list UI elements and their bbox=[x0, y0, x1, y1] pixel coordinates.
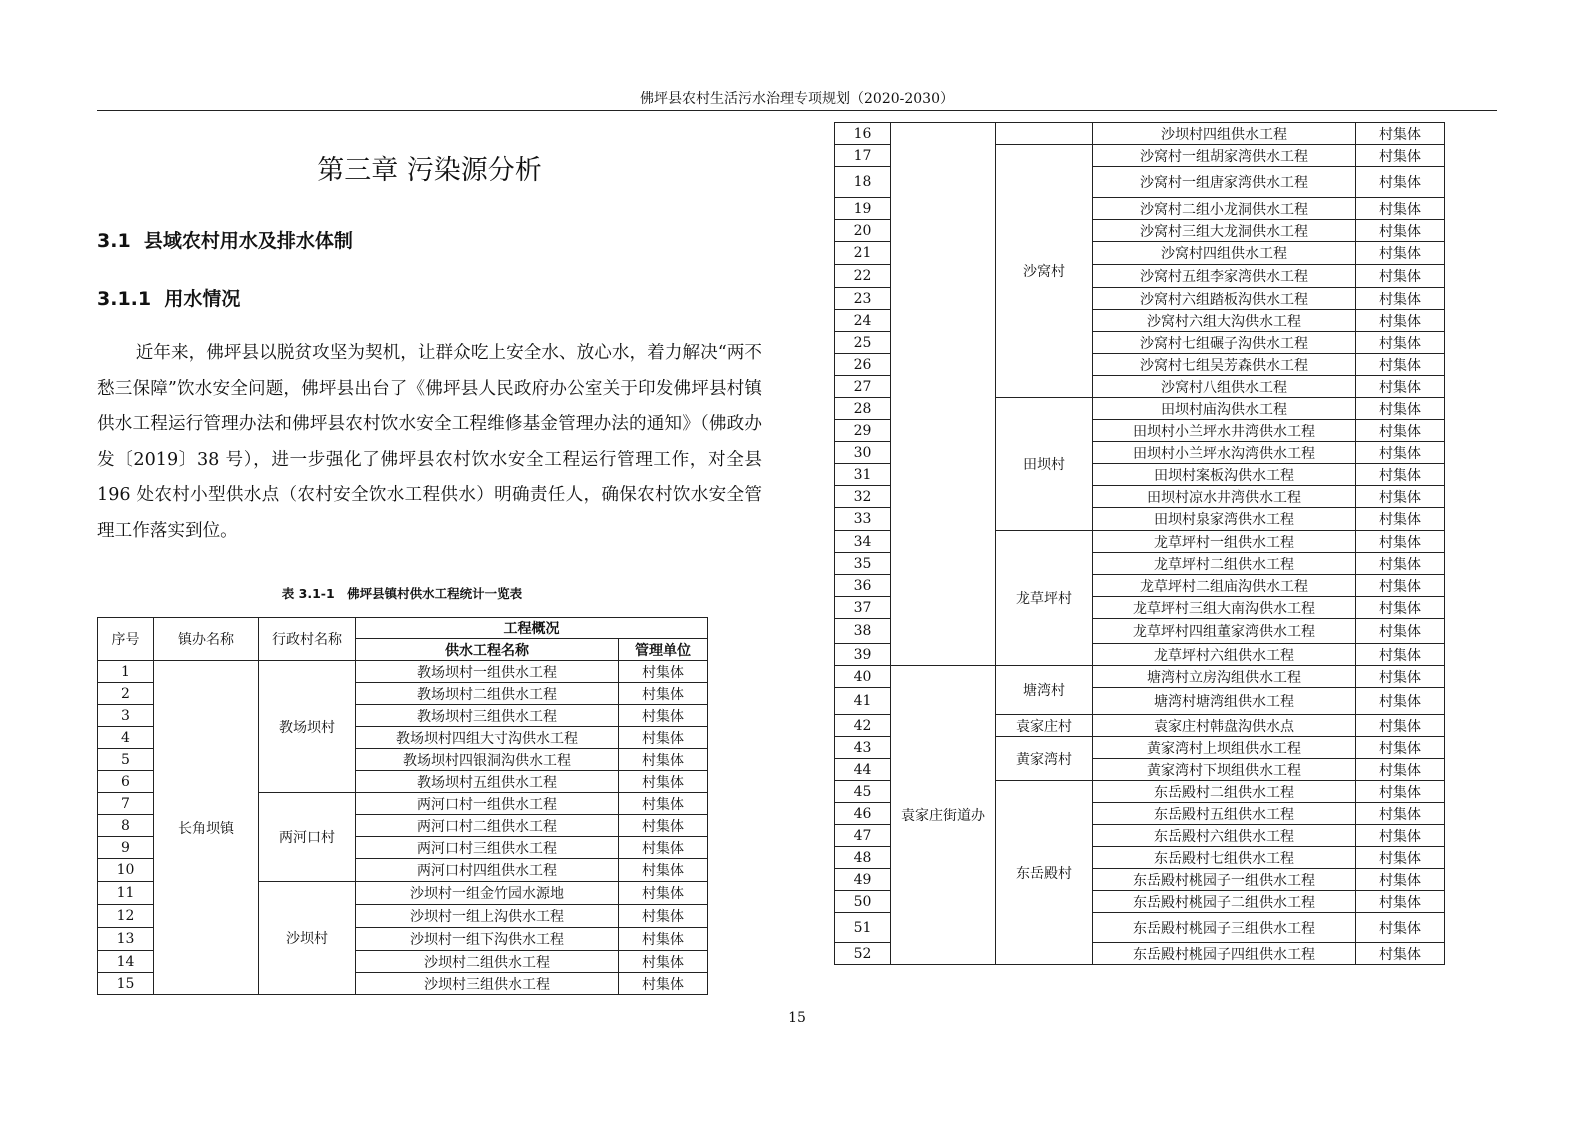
page-number: 15 bbox=[788, 1010, 806, 1026]
row-number: 25 bbox=[835, 332, 891, 354]
row-number: 2 bbox=[98, 683, 154, 705]
project-name: 龙草坪村三组大南沟供水工程 bbox=[1093, 597, 1356, 619]
row-number: 48 bbox=[835, 847, 891, 869]
manager-unit: 村集体 bbox=[619, 727, 708, 749]
project-name: 东岳殿村七组供水工程 bbox=[1093, 847, 1356, 869]
row-number: 20 bbox=[835, 220, 891, 242]
manager-unit: 村集体 bbox=[1356, 644, 1445, 666]
section-heading bbox=[97, 226, 353, 253]
row-number: 51 bbox=[835, 913, 891, 943]
manager-unit: 村集体 bbox=[1356, 464, 1445, 486]
village-cell: 龙草坪村 bbox=[996, 531, 1093, 666]
subsection-title: 用水情况 bbox=[164, 288, 241, 310]
water-supply-table-part-1 bbox=[97, 617, 708, 995]
manager-unit: 村集体 bbox=[1356, 310, 1445, 332]
row-number: 26 bbox=[835, 354, 891, 376]
village-cell: 教场坝村 bbox=[259, 661, 356, 793]
manager-unit: 村集体 bbox=[1356, 825, 1445, 847]
manager-unit: 村集体 bbox=[1356, 145, 1445, 167]
project-name: 教场坝村四组大寸沟供水工程 bbox=[356, 727, 619, 749]
row-number: 19 bbox=[835, 198, 891, 220]
project-name: 沙窝村六组大沟供水工程 bbox=[1093, 310, 1356, 332]
manager-unit: 村集体 bbox=[1356, 575, 1445, 597]
section-number: 3.1 bbox=[97, 230, 131, 252]
manager-unit: 村集体 bbox=[1356, 332, 1445, 354]
row-number: 23 bbox=[835, 288, 891, 310]
table-row bbox=[835, 123, 1445, 145]
manager-unit: 村集体 bbox=[1356, 123, 1445, 145]
manager-unit: 村集体 bbox=[1356, 198, 1445, 220]
row-number: 41 bbox=[835, 688, 891, 715]
header-town: 镇办名称 bbox=[154, 618, 259, 661]
row-number: 4 bbox=[98, 727, 154, 749]
project-name: 沙坝村一组上沟供水工程 bbox=[356, 905, 619, 928]
row-number: 45 bbox=[835, 781, 891, 803]
project-name: 教场坝村二组供水工程 bbox=[356, 683, 619, 705]
row-number: 16 bbox=[835, 123, 891, 145]
row-number: 39 bbox=[835, 644, 891, 666]
row-number: 43 bbox=[835, 737, 891, 759]
manager-unit: 村集体 bbox=[619, 905, 708, 928]
header-rule bbox=[97, 110, 1497, 111]
manager-unit: 村集体 bbox=[1356, 913, 1445, 943]
manager-unit: 村集体 bbox=[1356, 508, 1445, 531]
header-village: 行政村名称 bbox=[259, 618, 356, 661]
project-name: 两河口村一组供水工程 bbox=[356, 793, 619, 815]
project-name: 沙坝村二组供水工程 bbox=[356, 951, 619, 973]
manager-unit: 村集体 bbox=[1356, 597, 1445, 619]
row-number: 21 bbox=[835, 242, 891, 265]
row-number: 3 bbox=[98, 705, 154, 727]
manager-unit: 村集体 bbox=[1356, 442, 1445, 464]
row-number: 7 bbox=[98, 793, 154, 815]
row-number: 17 bbox=[835, 145, 891, 167]
manager-unit: 村集体 bbox=[1356, 869, 1445, 891]
project-name: 沙坝村一组下沟供水工程 bbox=[356, 928, 619, 951]
manager-unit: 村集体 bbox=[619, 683, 708, 705]
village-cell: 东岳殿村 bbox=[996, 781, 1093, 965]
row-number: 10 bbox=[98, 859, 154, 882]
manager-unit: 村集体 bbox=[619, 973, 708, 995]
row-number: 38 bbox=[835, 619, 891, 644]
project-name: 沙坝村四组供水工程 bbox=[1093, 123, 1356, 145]
project-name: 田坝村庙沟供水工程 bbox=[1093, 398, 1356, 420]
project-name: 龙草坪村六组供水工程 bbox=[1093, 644, 1356, 666]
manager-unit: 村集体 bbox=[1356, 759, 1445, 781]
row-number: 9 bbox=[98, 837, 154, 859]
project-name: 沙窝村四组供水工程 bbox=[1093, 242, 1356, 265]
manager-unit: 村集体 bbox=[1356, 220, 1445, 242]
town-cell-continued bbox=[891, 123, 996, 666]
village-cell: 两河口村 bbox=[259, 793, 356, 882]
project-name: 沙窝村三组大龙洞供水工程 bbox=[1093, 220, 1356, 242]
manager-unit: 村集体 bbox=[1356, 737, 1445, 759]
row-number: 33 bbox=[835, 508, 891, 531]
project-name: 沙坝村三组供水工程 bbox=[356, 973, 619, 995]
project-name: 沙窝村七组碾子沟供水工程 bbox=[1093, 332, 1356, 354]
project-name: 两河口村四组供水工程 bbox=[356, 859, 619, 882]
header-seq: 序号 bbox=[98, 618, 154, 661]
row-number: 8 bbox=[98, 815, 154, 837]
manager-unit: 村集体 bbox=[1356, 803, 1445, 825]
chapter-title: 第三章 污染源分析 bbox=[317, 155, 542, 186]
row-number: 52 bbox=[835, 943, 891, 965]
row-number: 37 bbox=[835, 597, 891, 619]
row-number: 32 bbox=[835, 486, 891, 508]
manager-unit: 村集体 bbox=[1356, 666, 1445, 688]
project-name: 教场坝村四银洞沟供水工程 bbox=[356, 749, 619, 771]
row-number: 31 bbox=[835, 464, 891, 486]
project-name: 教场坝村一组供水工程 bbox=[356, 661, 619, 683]
row-number: 13 bbox=[98, 928, 154, 951]
row-number: 30 bbox=[835, 442, 891, 464]
manager-unit: 村集体 bbox=[619, 705, 708, 727]
project-name: 教场坝村五组供水工程 bbox=[356, 771, 619, 793]
row-number: 11 bbox=[98, 882, 154, 905]
manager-unit: 村集体 bbox=[1356, 715, 1445, 737]
project-name: 袁家庄村韩盘沟供水点 bbox=[1093, 715, 1356, 737]
section-title: 县域农村用水及排水体制 bbox=[143, 230, 353, 252]
manager-unit: 村集体 bbox=[1356, 531, 1445, 553]
water-supply-table-part-2 bbox=[834, 122, 1445, 965]
project-name: 两河口村二组供水工程 bbox=[356, 815, 619, 837]
header-manager: 管理单位 bbox=[619, 639, 708, 661]
row-number: 46 bbox=[835, 803, 891, 825]
project-name: 沙窝村八组供水工程 bbox=[1093, 376, 1356, 398]
row-number: 49 bbox=[835, 869, 891, 891]
row-number: 34 bbox=[835, 531, 891, 553]
manager-unit: 村集体 bbox=[619, 859, 708, 882]
row-number: 1 bbox=[98, 661, 154, 683]
row-number: 5 bbox=[98, 749, 154, 771]
project-name: 两河口村三组供水工程 bbox=[356, 837, 619, 859]
project-name: 东岳殿村桃园子二组供水工程 bbox=[1093, 891, 1356, 913]
row-number: 50 bbox=[835, 891, 891, 913]
project-name: 龙草坪村二组庙沟供水工程 bbox=[1093, 575, 1356, 597]
row-number: 18 bbox=[835, 167, 891, 198]
table-header-row bbox=[98, 618, 708, 639]
row-number: 14 bbox=[98, 951, 154, 973]
manager-unit: 村集体 bbox=[619, 749, 708, 771]
village-cell: 田坝村 bbox=[996, 398, 1093, 531]
manager-unit: 村集体 bbox=[1356, 376, 1445, 398]
project-name: 田坝村小兰坪水井湾供水工程 bbox=[1093, 420, 1356, 442]
manager-unit: 村集体 bbox=[1356, 619, 1445, 644]
manager-unit: 村集体 bbox=[619, 793, 708, 815]
manager-unit: 村集体 bbox=[619, 771, 708, 793]
manager-unit: 村集体 bbox=[1356, 553, 1445, 575]
manager-unit: 村集体 bbox=[1356, 167, 1445, 198]
village-cell: 黄家湾村 bbox=[996, 737, 1093, 781]
project-name: 田坝村泉家湾供水工程 bbox=[1093, 508, 1356, 531]
project-name: 龙草坪村四组董家湾供水工程 bbox=[1093, 619, 1356, 644]
project-name: 沙窝村五组李家湾供水工程 bbox=[1093, 265, 1356, 288]
manager-unit: 村集体 bbox=[1356, 847, 1445, 869]
manager-unit: 村集体 bbox=[619, 815, 708, 837]
manager-unit: 村集体 bbox=[1356, 398, 1445, 420]
project-name: 沙窝村七组吴芳森供水工程 bbox=[1093, 354, 1356, 376]
project-name: 东岳殿村桃园子一组供水工程 bbox=[1093, 869, 1356, 891]
village-cell: 沙坝村 bbox=[259, 882, 356, 995]
project-name: 龙草坪村一组供水工程 bbox=[1093, 531, 1356, 553]
manager-unit: 村集体 bbox=[619, 882, 708, 905]
manager-unit: 村集体 bbox=[1356, 242, 1445, 265]
village-cell-continued bbox=[996, 123, 1093, 145]
running-header: 佛坪县农村生活污水治理专项规划（2020-2030） bbox=[640, 91, 954, 107]
project-name: 沙窝村一组唐家湾供水工程 bbox=[1093, 167, 1356, 198]
project-name: 沙窝村二组小龙洞供水工程 bbox=[1093, 198, 1356, 220]
village-cell: 塘湾村 bbox=[996, 666, 1093, 715]
subsection-heading bbox=[97, 284, 240, 311]
row-number: 15 bbox=[98, 973, 154, 995]
row-number: 28 bbox=[835, 398, 891, 420]
manager-unit: 村集体 bbox=[1356, 486, 1445, 508]
manager-unit: 村集体 bbox=[1356, 420, 1445, 442]
manager-unit: 村集体 bbox=[619, 928, 708, 951]
project-name: 塘湾村塘湾组供水工程 bbox=[1093, 688, 1356, 715]
header-project: 供水工程名称 bbox=[356, 639, 619, 661]
manager-unit: 村集体 bbox=[619, 951, 708, 973]
body-paragraph: 近年来，佛坪县以脱贫攻坚为契机，让群众吃上安全水、放心水，着力解决“两不愁三保障”饮水安全问题，佛坪县出台了《佛坪县人民政府办公室关于印发佛坪县村镇供水工程运行管理办法和佛坪县农村饮水安全工程维修基金管理办法的通知》（佛政办发〔2019〕38 号），进一步强化了佛坪县农村饮水安全工程运行管理工作，对全县 196 处农村小型供水点（农村安全饮水工程供水）明确责任人，确保农村饮水安全管理工作落实到位。 bbox=[97, 343, 762, 541]
row-number: 42 bbox=[835, 715, 891, 737]
town-cell: 长角坝镇 bbox=[154, 661, 259, 995]
project-name: 田坝村凉水井湾供水工程 bbox=[1093, 486, 1356, 508]
project-name: 沙窝村一组胡家湾供水工程 bbox=[1093, 145, 1356, 167]
table-row bbox=[98, 661, 708, 683]
row-number: 29 bbox=[835, 420, 891, 442]
project-name: 黄家湾村下坝组供水工程 bbox=[1093, 759, 1356, 781]
project-name: 沙坝村一组金竹园水源地 bbox=[356, 882, 619, 905]
row-number: 6 bbox=[98, 771, 154, 793]
project-name: 田坝村小兰坪水沟湾供水工程 bbox=[1093, 442, 1356, 464]
manager-unit: 村集体 bbox=[1356, 288, 1445, 310]
row-number: 44 bbox=[835, 759, 891, 781]
row-number: 12 bbox=[98, 905, 154, 928]
manager-unit: 村集体 bbox=[1356, 688, 1445, 715]
row-number: 22 bbox=[835, 265, 891, 288]
subsection-number: 3.1.1 bbox=[97, 288, 152, 310]
project-name: 塘湾村立房沟组供水工程 bbox=[1093, 666, 1356, 688]
row-number: 24 bbox=[835, 310, 891, 332]
manager-unit: 村集体 bbox=[619, 837, 708, 859]
project-name: 东岳殿村二组供水工程 bbox=[1093, 781, 1356, 803]
project-name: 黄家湾村上坝组供水工程 bbox=[1093, 737, 1356, 759]
project-name: 沙窝村六组踏板沟供水工程 bbox=[1093, 288, 1356, 310]
project-name: 东岳殿村六组供水工程 bbox=[1093, 825, 1356, 847]
manager-unit: 村集体 bbox=[1356, 891, 1445, 913]
project-name: 东岳殿村桃园子三组供水工程 bbox=[1093, 913, 1356, 943]
project-name: 东岳殿村五组供水工程 bbox=[1093, 803, 1356, 825]
project-name: 东岳殿村桃园子四组供水工程 bbox=[1093, 943, 1356, 965]
manager-unit: 村集体 bbox=[1356, 781, 1445, 803]
project-name: 田坝村案板沟供水工程 bbox=[1093, 464, 1356, 486]
row-number: 40 bbox=[835, 666, 891, 688]
town-cell: 袁家庄街道办 bbox=[891, 666, 996, 965]
table-caption: 表 3.1-1 佛坪县镇村供水工程统计一览表 bbox=[281, 586, 523, 601]
manager-unit: 村集体 bbox=[1356, 265, 1445, 288]
manager-unit: 村集体 bbox=[1356, 943, 1445, 965]
table-row bbox=[835, 666, 1445, 688]
row-number: 36 bbox=[835, 575, 891, 597]
village-cell: 袁家庄村 bbox=[996, 715, 1093, 737]
village-cell: 沙窝村 bbox=[996, 145, 1093, 398]
manager-unit: 村集体 bbox=[1356, 354, 1445, 376]
row-number: 35 bbox=[835, 553, 891, 575]
row-number: 47 bbox=[835, 825, 891, 847]
manager-unit: 村集体 bbox=[619, 661, 708, 683]
project-name: 教场坝村三组供水工程 bbox=[356, 705, 619, 727]
header-overview: 工程概况 bbox=[356, 618, 708, 639]
project-name: 龙草坪村二组供水工程 bbox=[1093, 553, 1356, 575]
row-number: 27 bbox=[835, 376, 891, 398]
